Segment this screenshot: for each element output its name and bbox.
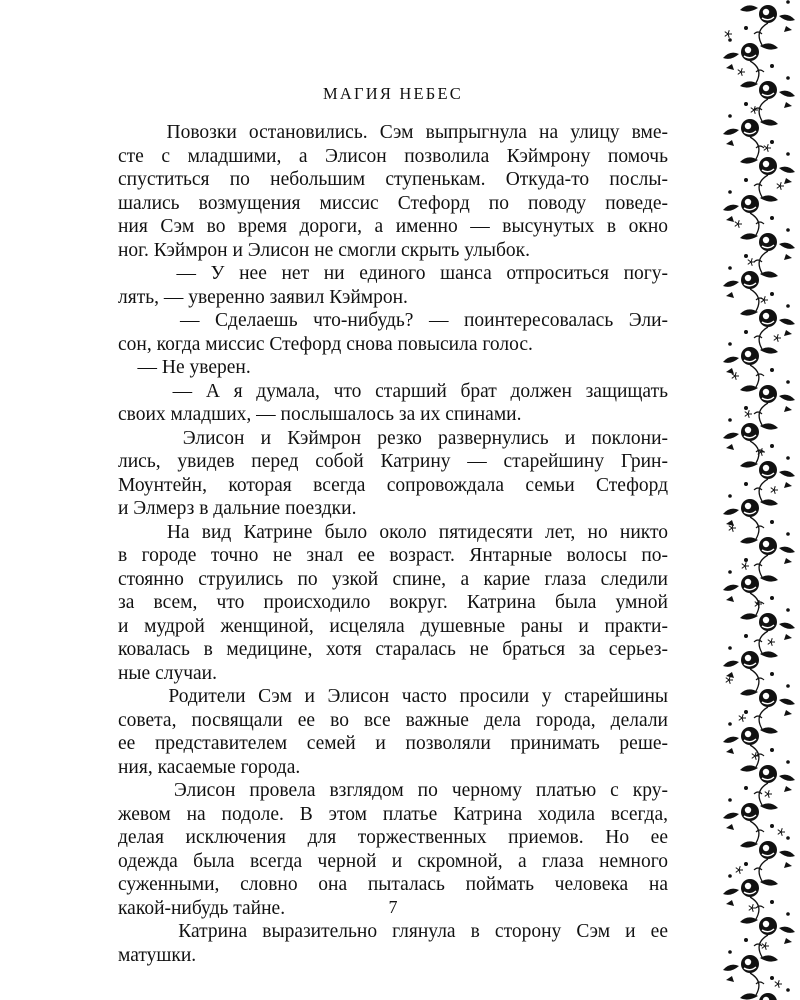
ornament-motif	[723, 32, 778, 83]
text-line: совета, посвящали ее во все важные дела города, делали	[118, 709, 668, 731]
ornament-motif	[723, 108, 778, 159]
paragraph	[118, 262, 668, 309]
ornament-motif	[740, 906, 795, 957]
text-line: Катрина выразительно глянула в сторону Сэм и ее	[118, 921, 668, 942]
paragraph	[118, 685, 668, 779]
text-line: Элисон и Кэймрон резко развернулись и поклони-	[118, 427, 668, 449]
ornament-motif	[733, 982, 795, 1000]
text-line: и Элмерз в дальние поездки.	[118, 498, 357, 519]
text-line: Элисон провела взглядом по черному платью с кру-	[118, 780, 668, 801]
page-text-block	[118, 0, 668, 1000]
text-line: лись, увидев перед собой Катрину — старейшину Грин-	[118, 451, 668, 472]
text-line: своих младших, — послышалось за их спинами.	[118, 404, 522, 425]
ornament-motif	[723, 792, 785, 843]
text-line: какой-нибудь тайне.	[118, 897, 286, 919]
ornament-motif	[740, 602, 795, 653]
paragraph	[118, 121, 668, 262]
ornament-motif	[723, 488, 778, 539]
text-line: спуститься по небольшим ступенькам. Откуда-то послы-	[118, 169, 668, 190]
ornament-motif	[723, 868, 778, 919]
ornament-motif	[723, 564, 778, 615]
text-line: делая исключения для торжественных приемов. Но ее	[118, 827, 668, 848]
text-line: — А я думала, что старший брат должен защищать	[118, 380, 668, 402]
text-line: шались возмущения миссис Стефорд по поводу поведе-	[118, 192, 668, 214]
ornament-motif	[723, 184, 778, 235]
running-head: МАГИЯ НЕБЕС	[323, 84, 463, 103]
text-line: сон, когда миссис Стефорд снова повысила голос.	[118, 333, 533, 355]
text-line: ног. Кэймрон и Элисон не смогли скрыть улыбок.	[118, 239, 531, 261]
text-line: одежда была всегда черной и скромной, а глаза немного	[118, 850, 668, 872]
ornament-motif	[723, 944, 782, 995]
paragraph	[118, 380, 668, 427]
text-line: ния, касаемые города.	[118, 756, 301, 778]
text-line: ния Сэм во время дороги, а именно — высунутых в окно	[118, 216, 668, 237]
page-number: 7	[388, 897, 398, 917]
text-line: в городе точно не знал ее возраст. Янтарные волосы по-	[118, 545, 668, 566]
ornament-motif	[723, 336, 778, 387]
text-line: Родители Сэм и Элисон часто просили у старейшины	[118, 686, 668, 707]
paragraph	[118, 309, 668, 356]
text-line: суженными, словно она пыталась поймать человека на	[118, 874, 668, 895]
text-line: лять, — уверенно заявил Кэймрон.	[118, 286, 408, 308]
paragraph	[118, 521, 668, 686]
text-line: — Не уверен.	[118, 357, 251, 378]
paragraph	[118, 356, 668, 380]
text-line: ные случаи.	[118, 662, 217, 684]
ornament-motif	[740, 298, 795, 349]
ornament-motif	[740, 374, 795, 425]
ornament-motif	[736, 830, 795, 881]
ornament-motif	[740, 526, 795, 577]
text-line: — У нее нет ни единого шанса отпроситься погу-	[118, 263, 668, 284]
ornament-motif	[739, 678, 795, 729]
ornament-motif	[740, 222, 795, 273]
text-line: — Сделаешь что-нибудь? — поинтересовалась Эли-	[118, 310, 668, 331]
ornament-motif	[740, 70, 795, 121]
ornament-motif	[740, 450, 795, 501]
ornament-motif	[723, 260, 778, 311]
ornament-motif	[740, 146, 795, 197]
decorative-border	[710, 0, 800, 1000]
text-line: На вид Катрине было около пятидесяти лет, но никто	[118, 521, 668, 543]
text-line: сте с младшими, а Элисон позволила Кэймрону помочь	[118, 145, 668, 167]
body-text	[118, 121, 668, 967]
ornament-motif	[723, 716, 778, 767]
text-line: ее представителем семей и позволяли принимать реше-	[118, 733, 668, 754]
ornament-motif	[723, 412, 778, 463]
text-line: за всем, что происходило вокруг. Катрина была умной	[118, 592, 668, 613]
text-line: Моунтейн, которая всегда сопровождала семьи Стефорд	[118, 474, 668, 496]
paragraph	[118, 427, 668, 521]
floral-ornament-icon	[710, 0, 800, 1000]
text-line: жевом на подоле. В этом платье Катрина ходила всегда,	[118, 803, 668, 825]
ornament-motif	[725, 0, 795, 45]
paragraph	[118, 920, 668, 967]
text-line: матушки.	[118, 944, 197, 966]
text-line: стоянно струились по узкой спине, а карие глаза следили	[118, 568, 668, 590]
text-line: и мудрой женщиной, исцеляла душевные раны и практи-	[118, 615, 668, 637]
text-line: Повозки остановились. Сэм выпрыгнула на улицу вме-	[118, 122, 668, 143]
text-line: ковалась в медицине, хотя старалась не браться за серьез-	[118, 639, 668, 660]
ornament-motif	[723, 640, 778, 691]
ornament-motif	[740, 754, 795, 805]
